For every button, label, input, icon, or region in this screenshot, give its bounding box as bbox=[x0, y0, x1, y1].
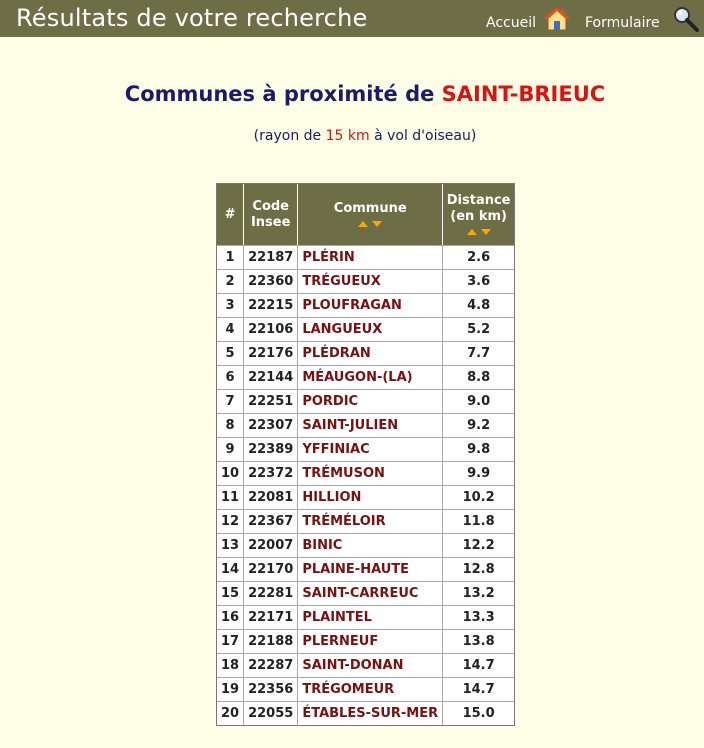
row-number: 10 bbox=[217, 461, 244, 485]
table-row bbox=[217, 461, 514, 485]
insee-code: 22081 bbox=[244, 485, 298, 509]
column-header-distance bbox=[443, 184, 514, 245]
commune-name-link[interactable]: SAINT-CARREUC bbox=[298, 581, 443, 605]
table-row bbox=[217, 317, 514, 341]
distance-value: 7.7 bbox=[443, 341, 514, 365]
nav-accueil-link[interactable]: Accueil bbox=[486, 15, 536, 31]
distance-value: 13.8 bbox=[443, 629, 514, 653]
row-number: 4 bbox=[217, 317, 244, 341]
table-row bbox=[217, 605, 514, 629]
column-header-distance-line2: (en km) bbox=[450, 209, 507, 224]
commune-name-link[interactable]: PLAINTEL bbox=[298, 605, 443, 629]
row-number: 14 bbox=[217, 557, 244, 581]
column-header-num: # bbox=[217, 184, 244, 245]
column-header-commune-label: Commune bbox=[333, 201, 407, 216]
table-header-row bbox=[217, 184, 514, 245]
row-number: 17 bbox=[217, 629, 244, 653]
distance-value: 9.0 bbox=[443, 389, 514, 413]
commune-name-link[interactable]: PLAINE-HAUTE bbox=[298, 557, 443, 581]
search-icon[interactable] bbox=[672, 6, 700, 32]
distance-value: 13.3 bbox=[443, 605, 514, 629]
commune-name-link[interactable]: HILLION bbox=[298, 485, 443, 509]
insee-code: 22287 bbox=[244, 653, 298, 677]
radius-suffix: à vol d'oiseau) bbox=[374, 128, 477, 144]
row-number: 20 bbox=[217, 701, 244, 725]
distance-value: 14.7 bbox=[443, 653, 514, 677]
insee-code: 22176 bbox=[244, 341, 298, 365]
heading-prefix: Communes à proximité de bbox=[124, 82, 435, 106]
distance-value: 4.8 bbox=[443, 293, 514, 317]
results-table bbox=[216, 183, 515, 726]
table-row bbox=[217, 365, 514, 389]
column-header-code-line2: Insee bbox=[250, 214, 291, 230]
distance-value: 9.8 bbox=[443, 437, 514, 461]
radius-prefix: (rayon de bbox=[253, 128, 322, 144]
insee-code: 22360 bbox=[244, 269, 298, 293]
commune-name-link[interactable]: TRÉGUEUX bbox=[298, 269, 443, 293]
results-body bbox=[217, 245, 514, 725]
column-header-code-line1: Code bbox=[252, 198, 290, 214]
table-row bbox=[217, 629, 514, 653]
column-header-commune bbox=[298, 184, 443, 245]
row-number: 8 bbox=[217, 413, 244, 437]
table-row bbox=[217, 269, 514, 293]
table-row bbox=[217, 389, 514, 413]
commune-name-link[interactable]: TRÉMÉLOIR bbox=[298, 509, 443, 533]
sort-asc-icon[interactable] bbox=[467, 229, 477, 235]
insee-code: 22367 bbox=[244, 509, 298, 533]
commune-name-link[interactable]: MÉAUGON-(LA) bbox=[298, 365, 443, 389]
commune-name-link[interactable]: TRÉGOMEUR bbox=[298, 677, 443, 701]
heading-city: SAINT-BRIEUC bbox=[441, 82, 606, 106]
commune-name-link[interactable]: ÉTABLES-SUR-MER bbox=[298, 701, 443, 725]
distance-value: 8.8 bbox=[443, 365, 514, 389]
commune-name-link[interactable]: PLOUFRAGAN bbox=[298, 293, 443, 317]
distance-value: 9.9 bbox=[443, 461, 514, 485]
commune-name-link[interactable]: SAINT-DONAN bbox=[298, 653, 443, 677]
row-number: 9 bbox=[217, 437, 244, 461]
distance-value: 3.6 bbox=[443, 269, 514, 293]
insee-code: 22188 bbox=[244, 629, 298, 653]
insee-code: 22356 bbox=[244, 677, 298, 701]
table-row bbox=[217, 701, 514, 725]
distance-value: 13.2 bbox=[443, 581, 514, 605]
insee-code: 22171 bbox=[244, 605, 298, 629]
distance-value: 12.8 bbox=[443, 557, 514, 581]
row-number: 11 bbox=[217, 485, 244, 509]
column-header-distance-line1: Distance bbox=[446, 193, 511, 208]
insee-code: 22215 bbox=[244, 293, 298, 317]
row-number: 1 bbox=[217, 245, 244, 269]
commune-name-link[interactable]: PLERNEUF bbox=[298, 629, 443, 653]
sort-desc-icon[interactable] bbox=[372, 221, 382, 227]
row-number: 18 bbox=[217, 653, 244, 677]
commune-name-link[interactable]: SAINT-JULIEN bbox=[298, 413, 443, 437]
commune-name-link[interactable]: YFFINIAC bbox=[298, 437, 443, 461]
commune-name-link[interactable]: PORDIC bbox=[298, 389, 443, 413]
table-row bbox=[217, 245, 514, 269]
distance-value: 10.2 bbox=[443, 485, 514, 509]
distance-value: 14.7 bbox=[443, 677, 514, 701]
row-number: 2 bbox=[217, 269, 244, 293]
commune-name-link[interactable]: BINIC bbox=[298, 533, 443, 557]
insee-code: 22007 bbox=[244, 533, 298, 557]
sort-desc-icon[interactable] bbox=[481, 229, 491, 235]
distance-value: 11.8 bbox=[443, 509, 514, 533]
distance-value: 9.2 bbox=[443, 413, 514, 437]
table-row bbox=[217, 533, 514, 557]
table-row bbox=[217, 341, 514, 365]
header-bar bbox=[0, 0, 704, 37]
distance-value: 15.0 bbox=[443, 701, 514, 725]
commune-name-link[interactable]: PLÉRIN bbox=[298, 245, 443, 269]
column-header-code bbox=[244, 184, 298, 245]
table-row bbox=[217, 581, 514, 605]
row-number: 12 bbox=[217, 509, 244, 533]
table-row bbox=[217, 653, 514, 677]
table-row bbox=[217, 293, 514, 317]
radius-value: 15 km bbox=[325, 128, 370, 144]
table-row bbox=[217, 557, 514, 581]
commune-name-link[interactable]: LANGUEUX bbox=[298, 317, 443, 341]
distance-value: 2.6 bbox=[443, 245, 514, 269]
home-icon[interactable] bbox=[543, 4, 571, 32]
table-row bbox=[217, 413, 514, 437]
distance-value: 12.2 bbox=[443, 533, 514, 557]
table-row bbox=[217, 437, 514, 461]
row-number: 16 bbox=[217, 605, 244, 629]
insee-code: 22106 bbox=[244, 317, 298, 341]
radius-subheading bbox=[0, 128, 704, 144]
commune-sort-arrows bbox=[298, 220, 442, 228]
insee-code: 22389 bbox=[244, 437, 298, 461]
row-number: 7 bbox=[217, 389, 244, 413]
row-number: 3 bbox=[217, 293, 244, 317]
page-title: Résultats de votre recherche bbox=[16, 4, 368, 32]
insee-code: 22372 bbox=[244, 461, 298, 485]
insee-code: 22281 bbox=[244, 581, 298, 605]
insee-code: 22187 bbox=[244, 245, 298, 269]
insee-code: 22170 bbox=[244, 557, 298, 581]
insee-code: 22144 bbox=[244, 365, 298, 389]
row-number: 5 bbox=[217, 341, 244, 365]
insee-code: 22307 bbox=[244, 413, 298, 437]
nav-formulaire-link[interactable]: Formulaire bbox=[585, 15, 660, 31]
row-number: 6 bbox=[217, 365, 244, 389]
row-number: 19 bbox=[217, 677, 244, 701]
table-row bbox=[217, 485, 514, 509]
distance-sort-arrows bbox=[443, 228, 514, 236]
table-row bbox=[217, 509, 514, 533]
insee-code: 22055 bbox=[244, 701, 298, 725]
row-number: 13 bbox=[217, 533, 244, 557]
insee-code: 22251 bbox=[244, 389, 298, 413]
commune-name-link[interactable]: PLÉDRAN bbox=[298, 341, 443, 365]
row-number: 15 bbox=[217, 581, 244, 605]
sort-asc-icon[interactable] bbox=[358, 221, 368, 227]
results-heading bbox=[0, 82, 704, 106]
distance-value: 5.2 bbox=[443, 317, 514, 341]
table-row bbox=[217, 677, 514, 701]
commune-name-link[interactable]: TRÉMUSON bbox=[298, 461, 443, 485]
